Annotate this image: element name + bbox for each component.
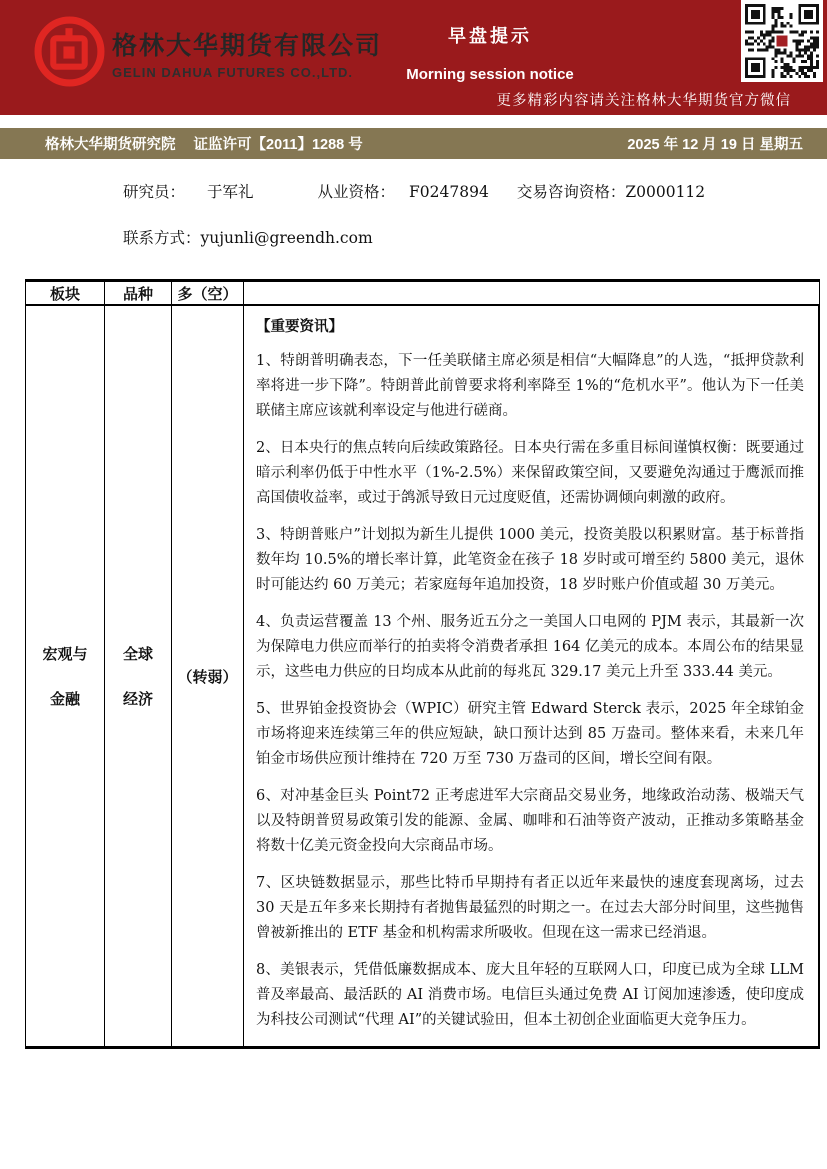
notice-title-block bbox=[370, 0, 610, 83]
table-row bbox=[26, 306, 819, 1046]
report-date: 2025 年 12 月 19 日 星期五 bbox=[627, 137, 803, 153]
contact-info-row bbox=[123, 226, 373, 248]
cell-sector bbox=[26, 306, 105, 1046]
wechat-note: 更多精彩内容请关注格林大华期货官方微信 bbox=[496, 93, 791, 109]
position-value: （转弱） bbox=[177, 668, 238, 686]
advisory-number: Z0000112 bbox=[625, 183, 706, 201]
researcher-name: 于军礼 bbox=[207, 183, 254, 201]
header-variety: 品种 bbox=[105, 282, 172, 304]
header-sector: 板块 bbox=[26, 282, 105, 304]
company-name-cn: 格林大华期货有限公司 bbox=[112, 32, 383, 60]
news-paragraph: 6、对冲基金巨头 Point72 正考虑进军大宗商品交易业务，地缘政治动荡、极端天气以及特朗普贸易政策引发的能源、金属、咖啡和石油等资产波动，正推动多策略基金将数十亿美元资金投向大宗商品市场。 bbox=[256, 788, 804, 854]
news-paragraph: 3、特朗普账户”计划拟为新生儿提供 1000 美元，投资美股以积累财富。基于标普指数年均 10.5%的增长率计算，此笔资金在孩子 18 岁时或可增至约 5800 美元，退休时可能达约 60 万美元；若家庭每年追加投资，18 岁时账户价值或超 30 万美元。 bbox=[256, 527, 804, 593]
cell-content bbox=[244, 306, 819, 1046]
researcher-info-row bbox=[123, 180, 705, 202]
sector-line2: 金融 bbox=[49, 691, 80, 708]
researcher-label: 研究员： bbox=[123, 183, 186, 201]
company-name-block bbox=[112, 26, 382, 80]
sector-line1: 宏观与 bbox=[42, 646, 88, 663]
cell-variety bbox=[105, 306, 172, 1046]
company-name-en: GELIN DAHUA FUTURES CO.,LTD. bbox=[112, 65, 354, 80]
institute-and-license bbox=[45, 133, 363, 154]
license-number: 证监许可【2011】1288 号 bbox=[193, 137, 363, 153]
news-paragraph: 4、负责运营覆盖 13 个州、服务近五分之一美国人口电网的 PJM 表示，其最新一次为保障电力供应而举行的拍卖将令消费者承担 164 亿美元的成本。本周公布的结果显示，这些电力供应的日均成本从此前的每兆瓦 329.17 美元上升至 333.44 美元。 bbox=[256, 614, 804, 680]
notice-title-en: Morning session notice bbox=[406, 66, 574, 83]
news-paragraph: 8、美银表示，凭借低廉数据成本、庞大且年轻的互联网人口，印度已成为全球 LLM 普及率最高、最活跃的 AI 消费市场。电信巨头通过免费 AI 订阅加速渗透，使印度成为科技公司测试“代理 AI”的关键试验田，但本土初创企业面临更大竞争压力。 bbox=[256, 962, 804, 1028]
variety-line1: 全球 bbox=[122, 646, 153, 663]
news-paragraph: 5、世界铂金投资协会（WPIC）研究主管 Edward Sterck 表示，2025 年全球铂金市场将迎来连续第三年的供应短缺，缺口预计达到 85 万盎司。整体来看，未来几年铂金市场供应预计维持在 720 万至 730 万盎司的区间，增长空间有限。 bbox=[256, 701, 804, 767]
cert-label: 从业资格： bbox=[317, 183, 396, 201]
advisory-label: 交易咨询资格： bbox=[516, 183, 626, 201]
header-banner bbox=[0, 0, 827, 115]
table-header-row bbox=[26, 282, 819, 306]
content-section-title: 【重要资讯】 bbox=[256, 318, 343, 335]
qr-pattern bbox=[745, 4, 819, 78]
cert-number: F0247894 bbox=[409, 183, 489, 201]
contact-email: yujunli@greendh.com bbox=[200, 229, 373, 247]
notice-title-cn: 早盘提示 bbox=[448, 26, 532, 46]
institute-name: 格林大华期货研究院 bbox=[45, 137, 176, 153]
header-content bbox=[244, 282, 819, 304]
news-paragraph: 1、特朗普明确表态，下一任美联储主席必须是相信“大幅降息”的人选，“抵押贷款利率将进一步下降”。特朗普此前曾要求将利率降至 1%的“危机水平”。他认为下一任美联储主席应该就利率设定与他进行磋商。 bbox=[256, 353, 804, 419]
news-paragraph: 2、日本央行的焦点转向后续政策路径。日本央行需在多重目标间谨慎权衡：既要通过暗示利率仍低于中性水平（1%-2.5%）来保留政策空间，又要避免沟通过于鹰派而推高国债收益率，或过于鸽派导致日元过度贬值，还需协调倾向刺激的政府。 bbox=[256, 440, 804, 506]
contact-label: 联系方式： bbox=[123, 229, 201, 247]
wechat-qr-code bbox=[741, 0, 823, 82]
report-table bbox=[25, 279, 820, 1049]
cell-position bbox=[172, 306, 244, 1046]
company-logo-icon bbox=[33, 15, 106, 88]
institute-bar bbox=[0, 128, 827, 159]
variety-line2: 经济 bbox=[122, 691, 153, 708]
header-position: 多（空） bbox=[172, 282, 244, 304]
news-paragraph: 7、区块链数据显示，那些比特币早期持有者正以近年来最快的速度套现离场，过去 30 天是五年多来长期持有者抛售最猛烈的时期之一。在过去大部分时间里，这些抛售曾被新推出的 ETF 基金和机构需求所吸收。但现在这一需求已经消退。 bbox=[256, 875, 804, 941]
